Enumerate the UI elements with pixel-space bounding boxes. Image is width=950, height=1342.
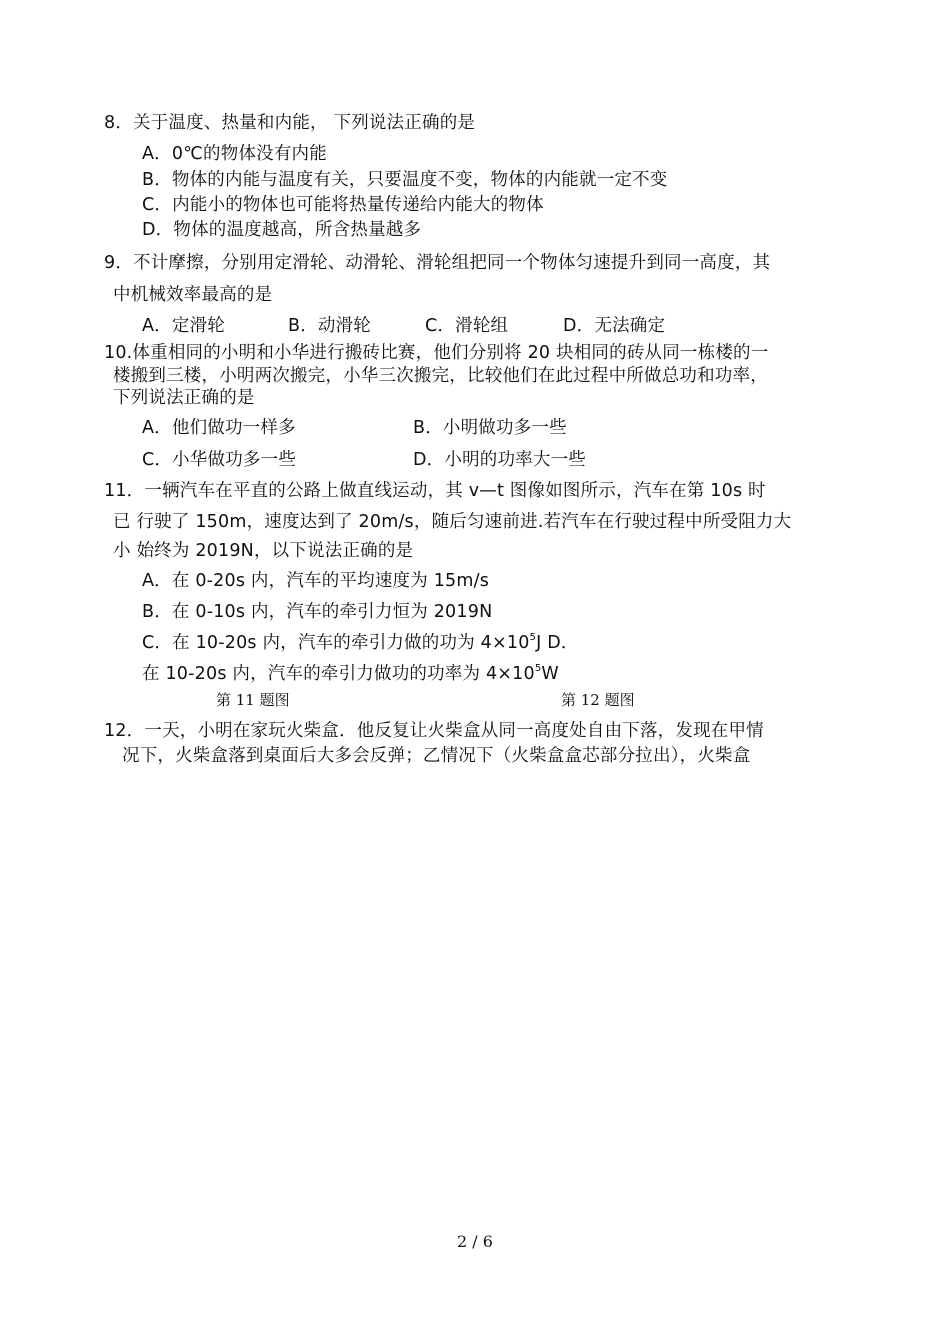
q8-option-d: D．物体的温度越高，所含热量越多 <box>142 220 422 240</box>
q11-option-d-unit: W <box>541 664 559 684</box>
q10-option-d: D．小明的功率大一些 <box>413 450 586 470</box>
q10-option-c: C．小华做功多一些 <box>142 450 297 470</box>
q11-stem-line1: 11．一辆汽车在平直的公路上做直线运动，其 v—t 图像如图所示，汽车在第 10s 时 <box>104 481 766 501</box>
fig12-caption: 第 12 题图 <box>561 691 635 709</box>
q9-option-c: C．滑轮组 <box>425 316 509 336</box>
q11-option-a: A．在 0-20s 内，汽车的平均速度为 15m/s <box>142 571 490 591</box>
q10-stem-line1: 10.体重相同的小明和小华进行搬砖比赛，他们分别将 20 块相同的砖从同一栋楼的一 <box>104 343 769 363</box>
q10-stem-line3: 下列说法正确的是 <box>113 388 255 408</box>
q9-stem-line1: 9．不计摩擦，分别用定滑轮、动滑轮、滑轮组把同一个物体匀速提升到同一高度，其 <box>104 253 771 273</box>
q8-stem: 8．关于温度、热量和内能， 下列说法正确的是 <box>104 113 476 133</box>
q11-option-d-text: 在 10-20s 内，汽车的牵引力做功的功率为 4×10 <box>142 664 535 684</box>
q9-option-d: D．无法确定 <box>563 316 666 336</box>
q11-option-c <box>142 631 579 655</box>
q12-stem-line1: 12．一天，小明在家玩火柴盒．他反复让火柴盒从同一高度处自由下落，发现在甲情 <box>104 721 764 741</box>
q11-option-c-text: C．在 10-20s 内，汽车的牵引力做的功为 4×10 <box>142 633 530 653</box>
page-number: 2 / 6 <box>457 1232 493 1251</box>
q11-stem-line3: 小 始终为 2019N，以下说法正确的是 <box>113 541 414 561</box>
q8-option-b: B．物体的内能与温度有关，只要温度不变，物体的内能就一定不变 <box>142 170 668 190</box>
q11-option-d <box>142 662 559 686</box>
q12-stem-line2: 况下，火柴盒落到桌面后大多会反弹；乙情况下（火柴盒盒芯部分拉出），火柴盒 <box>122 746 751 766</box>
q9-option-a: A．定滑轮 <box>142 316 225 336</box>
q8-option-a: A．0℃的物体没有内能 <box>142 144 327 164</box>
q10-stem-line2: 楼搬到三楼，小明两次搬完，小华三次搬完，比较他们在此过程中所做总功和功率， <box>113 366 768 386</box>
q9-option-b: B．动滑轮 <box>288 316 372 336</box>
q11-option-b: B．在 0-10s 内，汽车的牵引力恒为 2019N <box>142 602 493 622</box>
q8-option-c: C．内能小的物体也可能将热量传递给内能大的物体 <box>142 195 544 215</box>
q11-option-c-exponent: 5 <box>529 632 537 643</box>
q10-option-b: B．小明做功多一些 <box>413 418 567 438</box>
q11-stem-line2: 已 行驶了 150m，速度达到了 20m/s，随后匀速前进.若汽车在行驶过程中所受阻力大 <box>113 512 792 532</box>
fig11-caption: 第 11 题图 <box>216 691 290 709</box>
q10-option-a: A．他们做功一样多 <box>142 418 296 438</box>
q11-option-c-unit: J D． <box>536 633 579 653</box>
q9-stem-line2: 中机械效率最高的是 <box>113 285 273 305</box>
q11-option-d-exponent: 5 <box>534 663 542 674</box>
